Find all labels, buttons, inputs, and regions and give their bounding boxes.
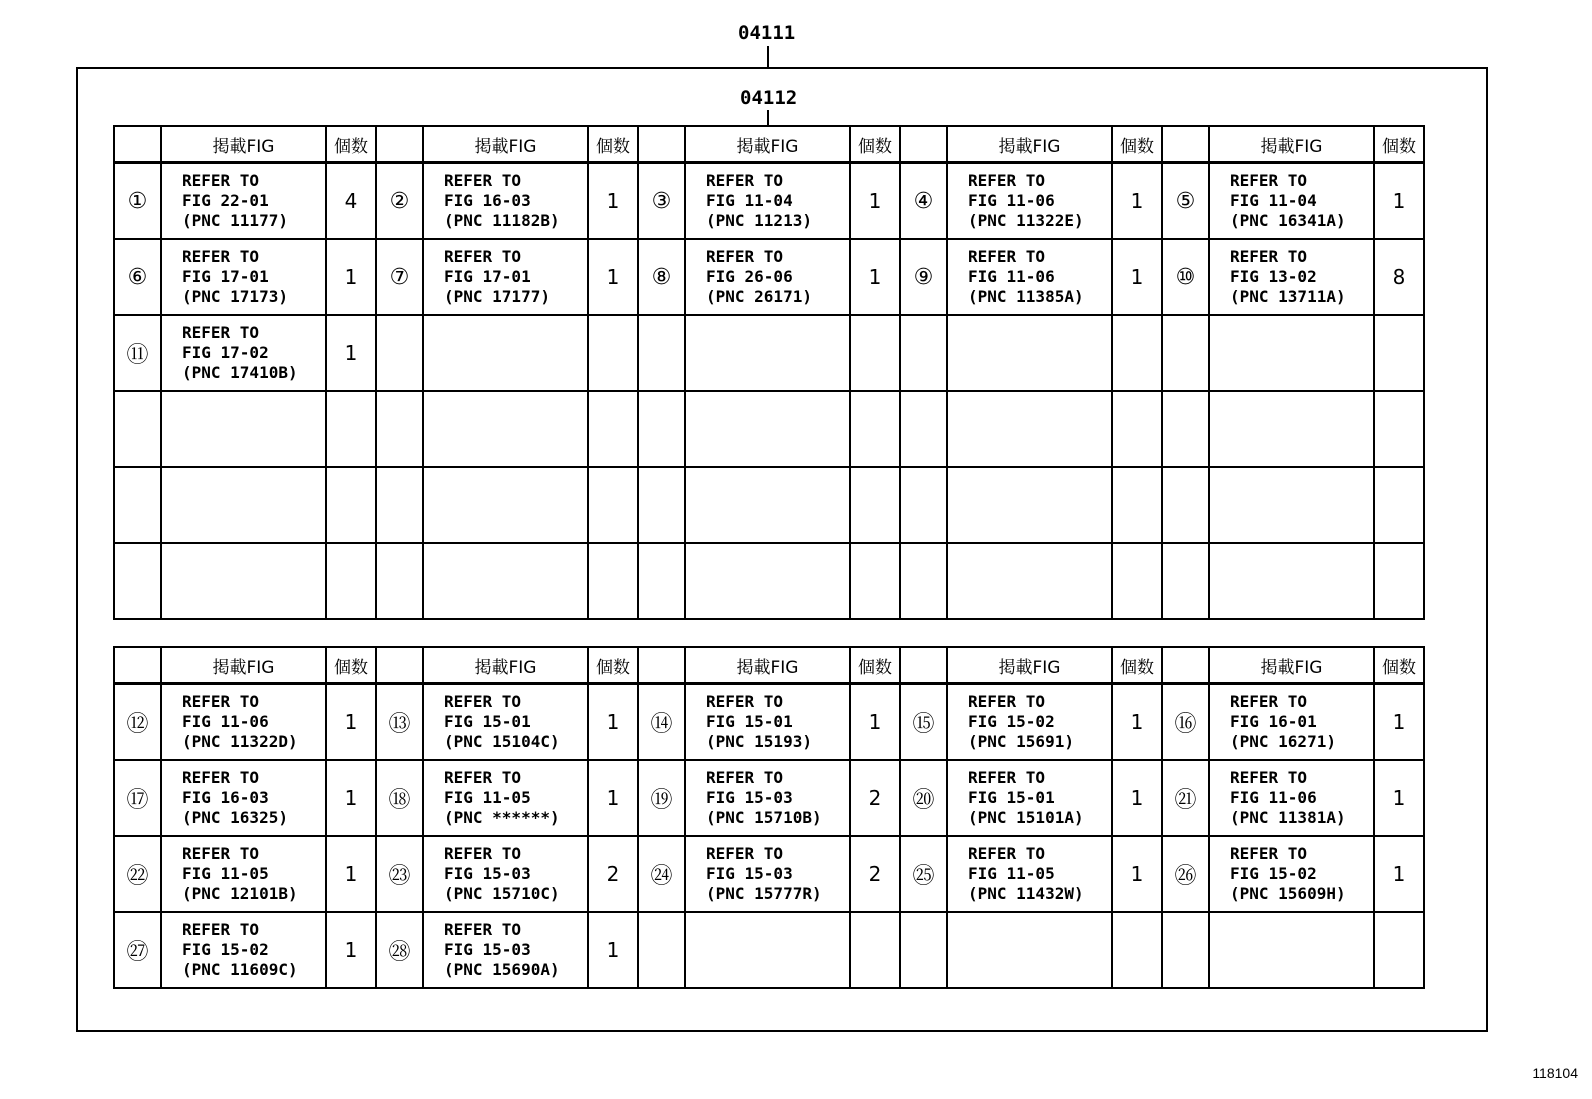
item-number: ⑥ xyxy=(114,239,161,315)
item-number: ⑮ xyxy=(900,684,947,761)
fig-reference xyxy=(1209,467,1374,543)
fig-reference xyxy=(685,467,850,543)
fig-reference: REFER TO FIG 16-03 (PNC 16325) xyxy=(161,760,326,836)
fig-reference: REFER TO FIG 11-06 (PNC 11381A) xyxy=(1209,760,1374,836)
quantity xyxy=(588,467,638,543)
quantity xyxy=(1374,543,1424,619)
quantity: 1 xyxy=(326,836,376,912)
header-fig: 掲載FIG xyxy=(1209,126,1374,163)
header-qty: 個数 xyxy=(588,647,638,684)
item-number xyxy=(638,391,685,467)
parts-reference-table-top xyxy=(113,125,1425,620)
fig-reference xyxy=(1209,912,1374,988)
item-number xyxy=(1162,315,1209,391)
quantity: 1 xyxy=(588,684,638,761)
quantity xyxy=(850,315,900,391)
callout-04112: 04112 xyxy=(740,87,798,109)
fig-reference: REFER TO FIG 17-02 (PNC 17410B) xyxy=(161,315,326,391)
fig-reference xyxy=(685,543,850,619)
quantity: 1 xyxy=(326,912,376,988)
header-num-blank xyxy=(638,647,685,684)
fig-reference: REFER TO FIG 16-03 (PNC 11182B) xyxy=(423,163,588,240)
fig-reference xyxy=(1209,543,1374,619)
quantity: 1 xyxy=(326,239,376,315)
item-number xyxy=(638,315,685,391)
header-num-blank xyxy=(1162,647,1209,684)
item-number xyxy=(1162,467,1209,543)
fig-reference xyxy=(423,467,588,543)
item-number: ⑰ xyxy=(114,760,161,836)
quantity xyxy=(850,391,900,467)
item-number xyxy=(900,912,947,988)
header-qty: 個数 xyxy=(1112,647,1162,684)
item-number: ⑦ xyxy=(376,239,423,315)
quantity xyxy=(850,912,900,988)
item-number: ⑨ xyxy=(900,239,947,315)
header-num-blank xyxy=(376,126,423,163)
fig-reference: REFER TO FIG 11-05 (PNC 11432W) xyxy=(947,836,1112,912)
item-number: ㉔ xyxy=(638,836,685,912)
header-num-blank xyxy=(376,647,423,684)
table-row xyxy=(114,912,1424,988)
header-fig: 掲載FIG xyxy=(161,647,326,684)
quantity: 1 xyxy=(1374,836,1424,912)
fig-reference: REFER TO FIG 11-05 (PNC 12101B) xyxy=(161,836,326,912)
quantity: 1 xyxy=(588,239,638,315)
header-fig: 掲載FIG xyxy=(161,126,326,163)
item-number: ④ xyxy=(900,163,947,240)
fig-reference xyxy=(161,543,326,619)
fig-reference xyxy=(1209,315,1374,391)
quantity: 2 xyxy=(588,836,638,912)
item-number: ⑩ xyxy=(1162,239,1209,315)
fig-reference: REFER TO FIG 15-03 (PNC 15710B) xyxy=(685,760,850,836)
item-number: ⑬ xyxy=(376,684,423,761)
item-number xyxy=(900,391,947,467)
item-number xyxy=(114,543,161,619)
header-fig: 掲載FIG xyxy=(1209,647,1374,684)
callout-04111-leader xyxy=(767,46,769,67)
quantity: 1 xyxy=(1112,760,1162,836)
quantity xyxy=(588,315,638,391)
fig-reference: REFER TO FIG 17-01 (PNC 17173) xyxy=(161,239,326,315)
quantity: 4 xyxy=(326,163,376,240)
item-number: ⑫ xyxy=(114,684,161,761)
header-qty: 個数 xyxy=(588,126,638,163)
header-num-blank xyxy=(638,126,685,163)
fig-reference xyxy=(947,391,1112,467)
fig-reference xyxy=(685,391,850,467)
quantity xyxy=(326,467,376,543)
fig-reference: REFER TO FIG 22-01 (PNC 11177) xyxy=(161,163,326,240)
item-number: ㉕ xyxy=(900,836,947,912)
fig-reference: REFER TO FIG 15-03 (PNC 15690A) xyxy=(423,912,588,988)
table-header-row xyxy=(114,126,1424,163)
fig-reference: REFER TO FIG 15-02 (PNC 15691) xyxy=(947,684,1112,761)
table-row xyxy=(114,467,1424,543)
item-number: ⑯ xyxy=(1162,684,1209,761)
quantity: 1 xyxy=(1112,684,1162,761)
header-num-blank xyxy=(900,126,947,163)
item-number: ⑤ xyxy=(1162,163,1209,240)
quantity xyxy=(1112,315,1162,391)
item-number xyxy=(114,391,161,467)
quantity xyxy=(326,391,376,467)
parts-reference-table-bottom xyxy=(113,646,1425,989)
item-number xyxy=(376,315,423,391)
item-number: ㉖ xyxy=(1162,836,1209,912)
item-number xyxy=(1162,912,1209,988)
table-row xyxy=(114,684,1424,761)
item-number xyxy=(638,543,685,619)
header-qty: 個数 xyxy=(1112,126,1162,163)
item-number: ② xyxy=(376,163,423,240)
quantity xyxy=(1112,391,1162,467)
fig-reference xyxy=(685,912,850,988)
item-number: ㉘ xyxy=(376,912,423,988)
fig-reference: REFER TO FIG 15-03 (PNC 15777R) xyxy=(685,836,850,912)
quantity: 1 xyxy=(850,163,900,240)
fig-reference xyxy=(161,391,326,467)
item-number: ③ xyxy=(638,163,685,240)
table-row xyxy=(114,239,1424,315)
fig-reference: REFER TO FIG 17-01 (PNC 17177) xyxy=(423,239,588,315)
fig-reference: REFER TO FIG 11-06 (PNC 11322D) xyxy=(161,684,326,761)
fig-reference: REFER TO FIG 11-04 (PNC 11213) xyxy=(685,163,850,240)
quantity xyxy=(1374,391,1424,467)
quantity xyxy=(850,543,900,619)
item-number: ⑳ xyxy=(900,760,947,836)
quantity: 1 xyxy=(850,239,900,315)
quantity xyxy=(1112,912,1162,988)
quantity xyxy=(1374,467,1424,543)
item-number: ⑲ xyxy=(638,760,685,836)
item-number xyxy=(1162,543,1209,619)
fig-reference: REFER TO FIG 15-03 (PNC 15710C) xyxy=(423,836,588,912)
item-number xyxy=(638,912,685,988)
quantity xyxy=(1112,543,1162,619)
fig-reference xyxy=(947,467,1112,543)
item-number: ⑪ xyxy=(114,315,161,391)
fig-reference: REFER TO FIG 15-02 (PNC 11609C) xyxy=(161,912,326,988)
header-fig: 掲載FIG xyxy=(947,126,1112,163)
item-number xyxy=(900,543,947,619)
table-row xyxy=(114,315,1424,391)
header-qty: 個数 xyxy=(850,647,900,684)
item-number xyxy=(376,391,423,467)
item-number: ⑭ xyxy=(638,684,685,761)
header-qty: 個数 xyxy=(1374,647,1424,684)
table-row xyxy=(114,836,1424,912)
fig-reference: REFER TO FIG 11-06 (PNC 11385A) xyxy=(947,239,1112,315)
item-number: ㉑ xyxy=(1162,760,1209,836)
quantity: 1 xyxy=(588,163,638,240)
fig-reference: REFER TO FIG 26-06 (PNC 26171) xyxy=(685,239,850,315)
item-number xyxy=(900,467,947,543)
table-row xyxy=(114,163,1424,240)
fig-reference xyxy=(947,912,1112,988)
fig-reference: REFER TO FIG 11-06 (PNC 11322E) xyxy=(947,163,1112,240)
quantity: 1 xyxy=(850,684,900,761)
header-num-blank xyxy=(114,126,161,163)
header-fig: 掲載FIG xyxy=(685,126,850,163)
quantity: 1 xyxy=(326,684,376,761)
callout-04111: 04111 xyxy=(738,22,796,44)
item-number xyxy=(900,315,947,391)
item-number: ㉓ xyxy=(376,836,423,912)
fig-reference xyxy=(423,315,588,391)
quantity: 1 xyxy=(1112,239,1162,315)
quantity: 1 xyxy=(1374,163,1424,240)
header-fig: 掲載FIG xyxy=(685,647,850,684)
quantity xyxy=(588,543,638,619)
fig-reference: REFER TO FIG 15-02 (PNC 15609H) xyxy=(1209,836,1374,912)
header-fig: 掲載FIG xyxy=(423,126,588,163)
fig-reference: REFER TO FIG 11-04 (PNC 16341A) xyxy=(1209,163,1374,240)
header-qty: 個数 xyxy=(326,126,376,163)
item-number: ㉗ xyxy=(114,912,161,988)
callout-04112-leader xyxy=(767,110,769,126)
fig-reference: REFER TO FIG 15-01 (PNC 15104C) xyxy=(423,684,588,761)
header-qty: 個数 xyxy=(1374,126,1424,163)
header-qty: 個数 xyxy=(326,647,376,684)
item-number xyxy=(376,543,423,619)
quantity xyxy=(850,467,900,543)
fig-reference: REFER TO FIG 16-01 (PNC 16271) xyxy=(1209,684,1374,761)
fig-reference xyxy=(947,543,1112,619)
item-number: ㉒ xyxy=(114,836,161,912)
fig-reference xyxy=(685,315,850,391)
header-fig: 掲載FIG xyxy=(423,647,588,684)
quantity xyxy=(1112,467,1162,543)
table-row xyxy=(114,760,1424,836)
header-num-blank xyxy=(900,647,947,684)
document-number: 118104 xyxy=(1532,1065,1578,1081)
quantity xyxy=(588,391,638,467)
table-header-row xyxy=(114,647,1424,684)
quantity: 1 xyxy=(326,760,376,836)
quantity: 1 xyxy=(588,760,638,836)
item-number xyxy=(1162,391,1209,467)
fig-reference: REFER TO FIG 13-02 (PNC 13711A) xyxy=(1209,239,1374,315)
quantity: 1 xyxy=(588,912,638,988)
quantity: 1 xyxy=(1374,684,1424,761)
quantity: 1 xyxy=(1112,163,1162,240)
fig-reference xyxy=(947,315,1112,391)
quantity: 2 xyxy=(850,836,900,912)
item-number: ⑧ xyxy=(638,239,685,315)
fig-reference: REFER TO FIG 11-05 (PNC ******) xyxy=(423,760,588,836)
header-num-blank xyxy=(114,647,161,684)
item-number xyxy=(114,467,161,543)
quantity: 2 xyxy=(850,760,900,836)
item-number xyxy=(638,467,685,543)
header-qty: 個数 xyxy=(850,126,900,163)
header-num-blank xyxy=(1162,126,1209,163)
quantity: 1 xyxy=(1112,836,1162,912)
item-number xyxy=(376,467,423,543)
table-row xyxy=(114,391,1424,467)
quantity: 1 xyxy=(326,315,376,391)
header-fig: 掲載FIG xyxy=(947,647,1112,684)
fig-reference: REFER TO FIG 15-01 (PNC 15101A) xyxy=(947,760,1112,836)
fig-reference xyxy=(161,467,326,543)
fig-reference xyxy=(423,543,588,619)
fig-reference xyxy=(1209,391,1374,467)
quantity: 8 xyxy=(1374,239,1424,315)
quantity xyxy=(1374,912,1424,988)
fig-reference xyxy=(423,391,588,467)
item-number: ⑱ xyxy=(376,760,423,836)
quantity xyxy=(326,543,376,619)
table-row xyxy=(114,543,1424,619)
fig-reference: REFER TO FIG 15-01 (PNC 15193) xyxy=(685,684,850,761)
item-number: ① xyxy=(114,163,161,240)
quantity: 1 xyxy=(1374,760,1424,836)
quantity xyxy=(1374,315,1424,391)
